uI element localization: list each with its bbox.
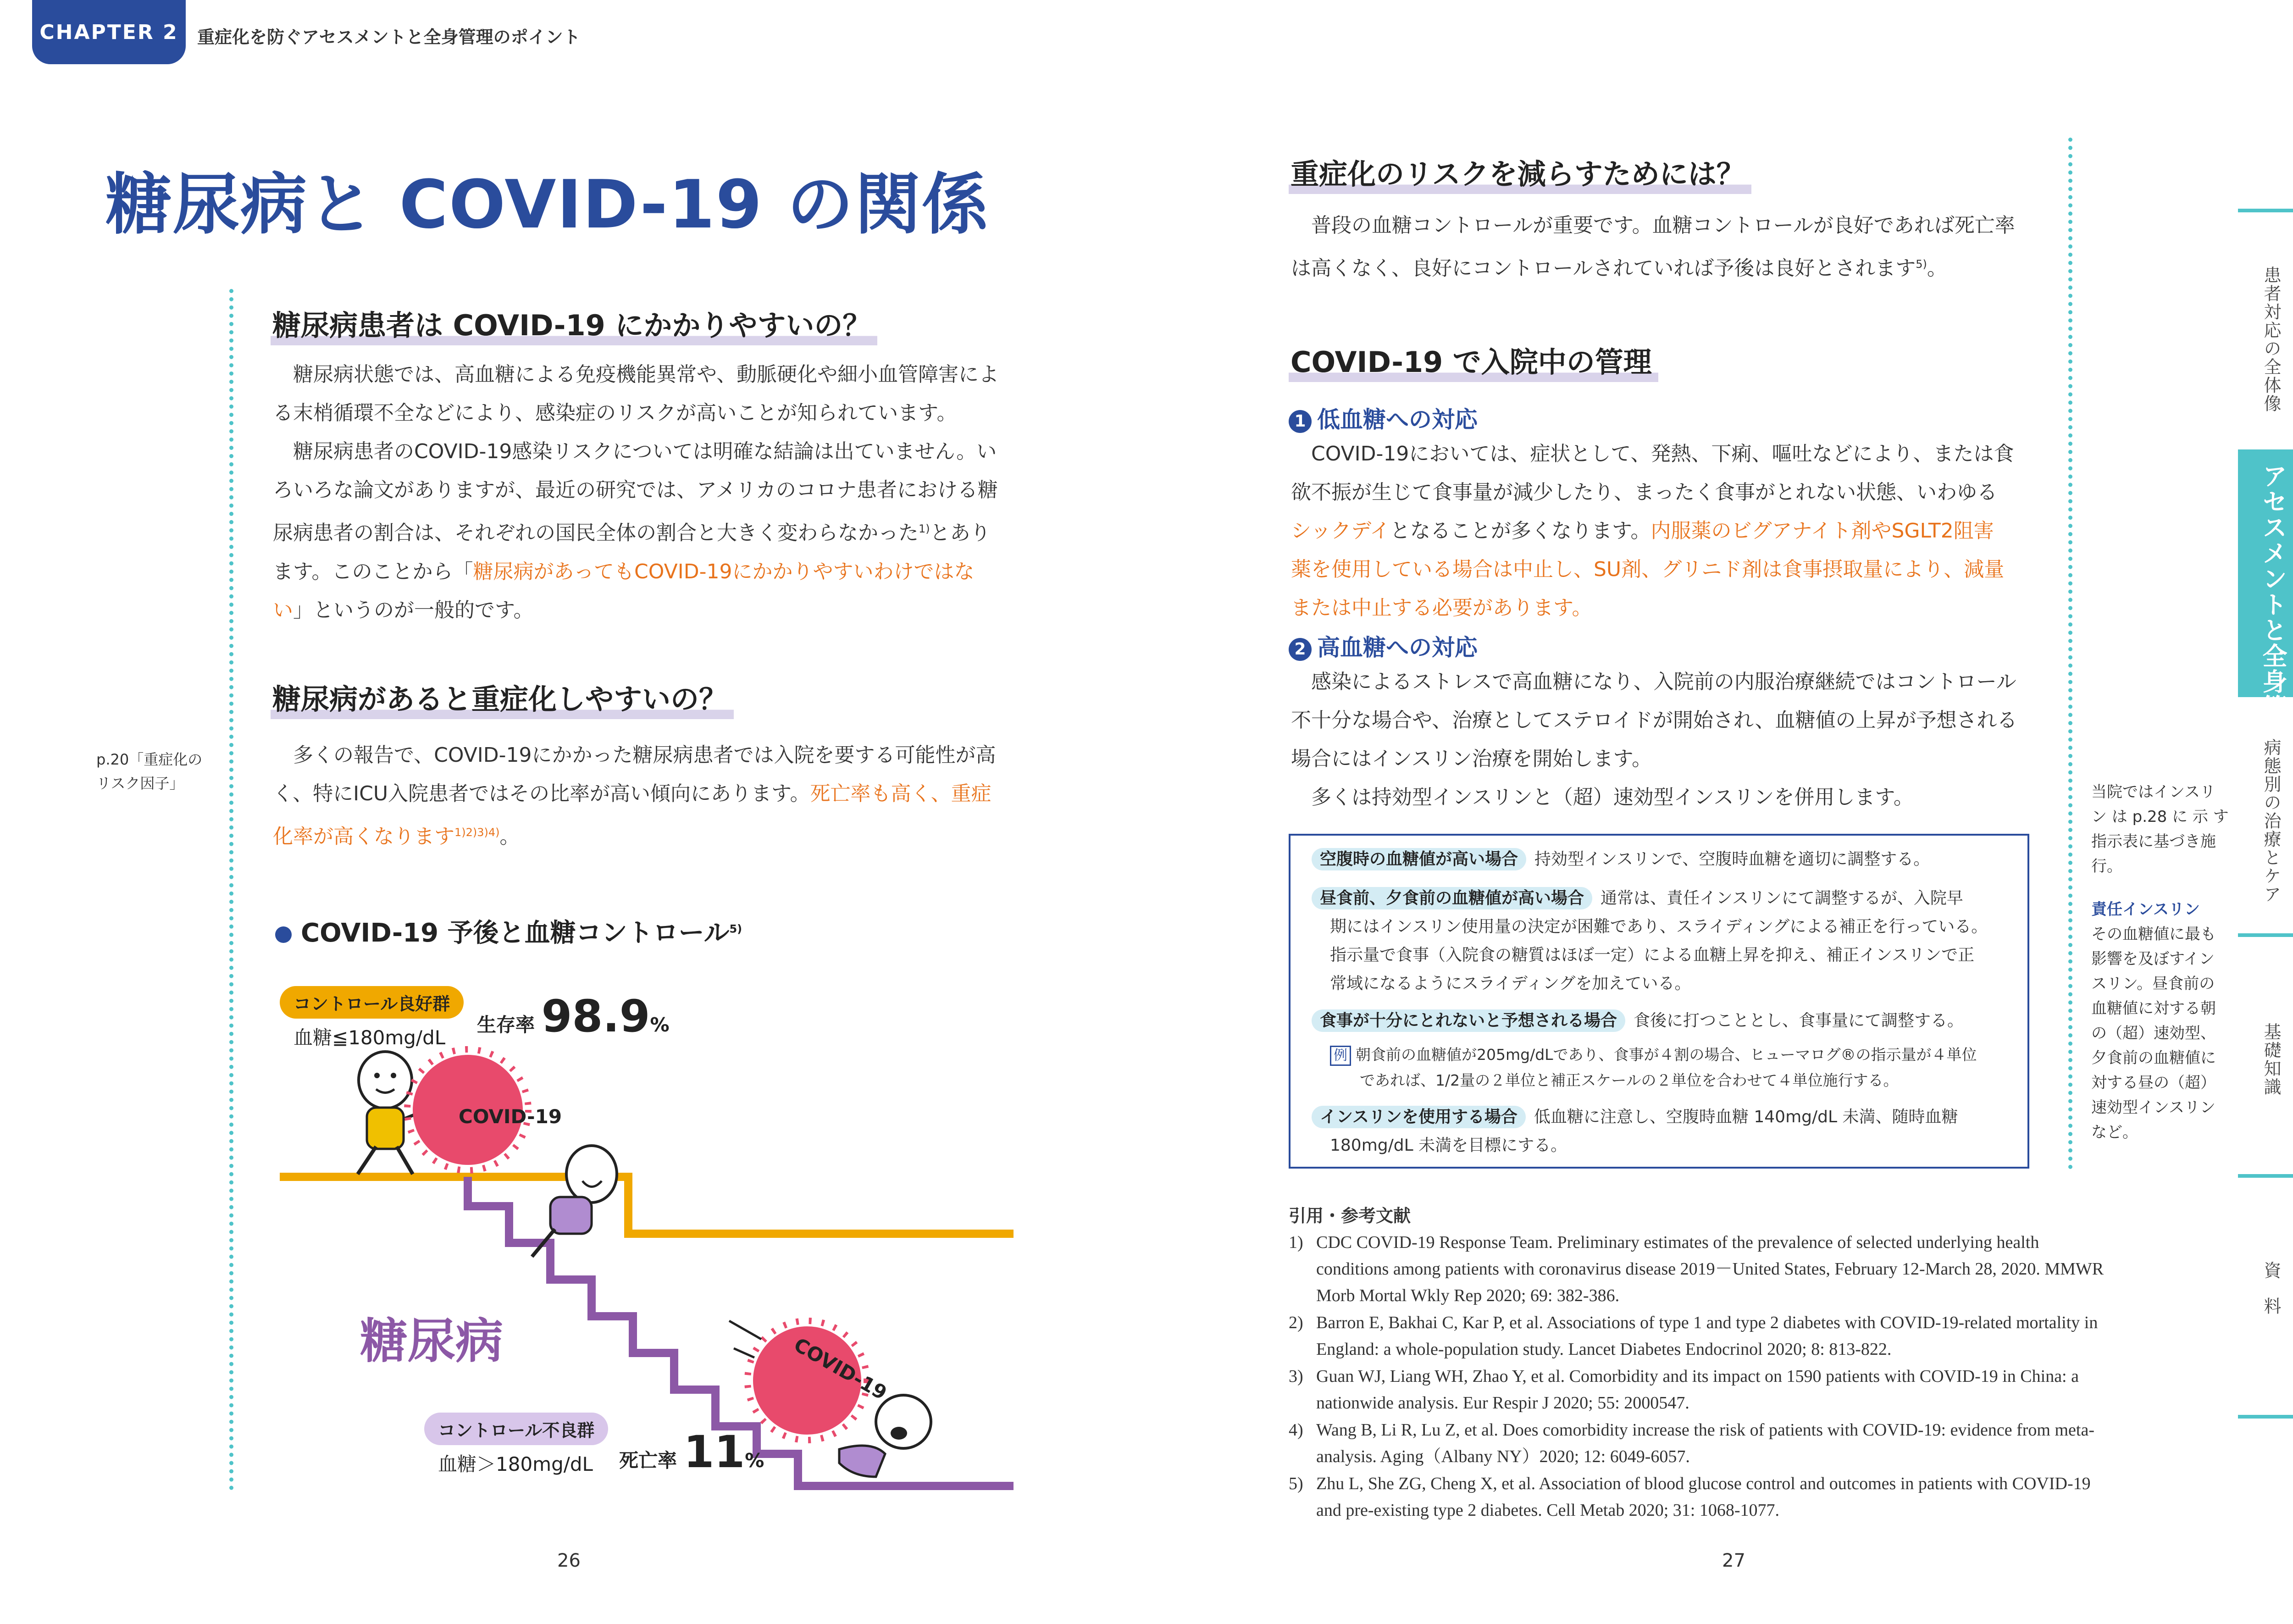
text-line: 多くの報告で、COVID-19にかかった糖尿病患者では入院を要する可能性が高 <box>293 743 996 767</box>
page-number-left: 26 <box>557 1550 581 1571</box>
section-heading-susceptibility: 糖尿病患者は COVID-19 にかかりやすいの？ <box>271 303 877 345</box>
side-index-divider <box>2238 933 2293 937</box>
good-control-glucose: 血糖≦180mg/dL <box>294 1026 446 1049</box>
highlight-text: または中止する必要があります。 <box>1291 596 1592 620</box>
glossary-term: 責任インスリン <box>2091 900 2200 919</box>
highlight-text: シックデイ <box>1291 519 1390 543</box>
chapter-title: 重症化を防ぐアセスメントと全身管理のポイント <box>197 27 581 47</box>
bullet-icon <box>275 926 292 943</box>
condition-tag: インスリンを使用する場合 <box>1312 1106 1526 1128</box>
side-index-divider <box>2238 1174 2293 1178</box>
risk-reduction-body: 普段の血糖コントロールが重要です。血糖コントロールが良好であれば死亡率 は高くなく、良好にコントロールされていれば予後は良好とされます$^{5)}$。 <box>1291 214 2015 280</box>
highlight-text: 内服薬のビグアナイト剤やSGLT2阻害 <box>1651 519 1994 543</box>
good-control-badge: コントロール良好群 <box>280 986 464 1019</box>
hypoglycemia-body: COVID-19においては、症状として、発熱、下痢、嘔吐などにより、または食 欲不振が生じて食事量が減少したり、まったく食事がとれない状態、いわゆる シックデイとなることが多くなります。内服薬のビグアナイト剤やSGLT2阻害 薬を使用している場合は中止し、SU剤、グリニド剤は食事摂取量により、減量 または中止する必要があります。 <box>1291 442 2014 620</box>
text-line: 糖尿病状態では、高血糖による免疫機能異常や、動脈硬化や細小血管障害によ <box>293 363 999 386</box>
highlight-text: い <box>273 598 293 622</box>
text-line: 普段の血糖コントロールが重要です。血糖コントロールが良好であれば死亡率 <box>1311 214 2015 237</box>
text-line: 尿病患者の割合は、それぞれの国民全体の割合と大きく変わらなかった <box>273 521 919 545</box>
text-line: 欲不振が生じて食事量が減少したり、まったく食事がとれない状態、いわゆる <box>1291 481 1997 504</box>
condition-tag: 食事が十分にとれないと予想される場合 <box>1312 1009 1625 1032</box>
box-row-fasting: 空腹時の血糖値が高い場合 持効型インスリンで、空腹時血糖を適切に調整する。 <box>1312 845 2022 874</box>
subheading-hypoglycemia: 1 低血糖への対応 <box>1289 401 1478 434</box>
virus-label-top: COVID-19 <box>459 1105 562 1128</box>
text-line: 糖尿病患者のCOVID-19感染リスクについては明確な結論は出ていません。い <box>293 440 997 463</box>
text-line: ます。このことから「 <box>273 560 473 583</box>
condition-tag: 昼食前、夕食前の血糖値が高い場合 <box>1312 887 1592 909</box>
mortality-rate: 死亡率 11% <box>619 1426 764 1478</box>
highlight-text: 化率が高くなります <box>273 825 454 848</box>
citation: 1)2)3)4) <box>454 826 500 839</box>
citation: 1) <box>919 522 930 535</box>
condition-tag: 空腹時の血糖値が高い場合 <box>1312 848 1526 870</box>
text-line: 感染によるストレスで高血糖になり、入院前の内服治療継続ではコントロール <box>1311 670 2016 693</box>
text-line: 」というのが一般的です。 <box>293 598 534 622</box>
reference-item: 4) Wang B, Li R, Lu Z, et al. Does comorbidity increase the risk of patients with COVID-19: evidence from meta- analysis. Aging（Albany NY）2020; 12: 6049-6057. <box>1289 1420 2094 1466</box>
number-badge: 1 <box>1289 410 1312 433</box>
text-line: 多くは持効型インスリンと（超）速効型インスリンを併用します。 <box>1311 786 1914 809</box>
text-line: とあり <box>930 521 991 545</box>
box-example: 例 朝食前の血糖値が205mg/dLであり、食事が４割の場合、ヒューマログ®の指示量が４単位 であれば、1/2量の２単位と補正スケールの２単位を合わせて４単位施行する。 <box>1330 1042 2022 1093</box>
side-index-basics[interactable]: 基礎知識 <box>2261 1023 2281 1096</box>
page-title: 糖尿病と COVID-19 の関係 <box>105 166 989 244</box>
page-number-right: 27 <box>1722 1550 1745 1571</box>
poor-control-badge: コントロール不良群 <box>424 1413 608 1445</box>
highlight-text: 糖尿病があってもCOVID-19にかかりやすいわけではな <box>473 560 975 583</box>
reference-item: 2) Barron E, Bakhai C, Kar P, et al. Associations of type 1 and type 2 diabetes with COVID-19-related mortality in England: a whole-population study. Lancet Diabetes Endocrinol 2020; 8: 813-822. <box>1289 1313 2098 1359</box>
text-line: COVID-19においては、症状として、発熱、下痢、嘔吐などにより、または食 <box>1311 442 2014 466</box>
citation: 5) <box>1916 258 1927 271</box>
reference-item: 5) Zhu L, She ZG, Cheng X, et al. Association of blood glucose control and outcomes in patients with COVID-19 and pre-existing type 2 diabetes. Cell Metab 2020; 31: 1068-1077. <box>1289 1474 2091 1520</box>
section-heading-severity: 糖尿病があると重症化しやすいの？ <box>271 676 734 719</box>
side-index-assessment[interactable]: アセスメントと全身管理 <box>2259 463 2287 746</box>
section-heading-inpatient: COVID-19 で入院中の管理 <box>1289 339 1658 382</box>
dotted-rule-left <box>229 289 233 1491</box>
text-line: 不十分な場合や、治療としてステロイドが開始され、血糖値の上昇が予想される <box>1291 709 2017 732</box>
highlight-text: 薬を使用している場合は中止し、SU剤、グリニド剤は食事摂取量により、減量 <box>1291 558 2005 581</box>
side-index-overview[interactable]: 患者対応の全体像 <box>2261 266 2281 413</box>
reference-item: 1) CDC COVID-19 Response Team. Preliminary estimates of the prevalence of selected underlying health conditions among patients with coronavirus disease 2019－United States, February 12-March 28, 2020. MMWR Morb Mortal Wkly Rep 2020; 69: 382-386. <box>1289 1233 2104 1305</box>
infographic-title: COVID-19 予後と血糖コントロール$^{5)}$ <box>275 913 742 949</box>
box-row-lunch-dinner: 昼食前、夕食前の血糖値が高い場合 通常は、責任インスリンにて調整するが、入院早 期にはインスリン使用量の決定が困難であり、スライディングによる補正を行っている。 指示量で食事（入院食の糖質はほぼ一定）による血糖上昇を抑え、補正インスリンで正 常域になるようにスライディングを加えている。 <box>1312 884 2022 998</box>
dotted-rule-right <box>2068 138 2072 1170</box>
section1-body <box>273 355 1016 630</box>
section2-body <box>273 736 1016 856</box>
box-row-meal: 食事が十分にとれないと予想される場合 食後に打つこととし、食事量にて調整する。 <box>1312 1007 2022 1035</box>
reference-item: 3) Guan WJ, Liang WH, Zhao Y, et al. Comorbidity and its impact on 1590 patients with COVID-19 in China: a nationwide analysis. Eur Respir J 2020; 55: 2000547. <box>1289 1367 2079 1413</box>
good-control-path <box>280 1177 1014 1234</box>
text-line: る末梢循環不全などにより、感染症のリスクが高いことが知られています。 <box>273 401 957 425</box>
references-heading: 引用・参考文献 <box>1289 1206 1411 1226</box>
survival-value: 98.9 <box>541 991 650 1042</box>
margin-note-reference: p.20「重症化のリスク因子」 <box>96 751 203 792</box>
side-index-materials[interactable]: 資料 <box>2261 1261 2281 1333</box>
survival-rate: 生存率 98.9% <box>477 991 670 1042</box>
number-badge: 2 <box>1289 638 1312 661</box>
text-line: ろいろな論文がありますが、最近の研究では、アメリカのコロナ患者における糖 <box>273 478 998 502</box>
mortality-value: 11 <box>683 1426 745 1478</box>
hyperglycemia-body <box>1291 663 2048 817</box>
highlight-text: 死亡率も高く、重症 <box>810 782 991 805</box>
box-row-insulin: インスリンを使用する場合 低血糖に注意し、空腹時血糖 140mg/dL 未満、随時血糖 180mg/dL 未満を目標にする。 <box>1312 1103 2022 1160</box>
virus-label-bottom: COVID-19 <box>790 1333 891 1404</box>
margin-note-insulin: 当院ではインスリ ン は p.28 に 示 す 指示表に基づき施 行。 責任インスリン その血糖値に最も 影響を及ぼすイン スリン。昼食前の 血糖値に対する朝 の（超）速効型、 夕食前の血糖値に 対する昼の（超） 速効型インスリン など。 <box>2091 783 2229 1142</box>
diabetes-label: 糖尿病 <box>360 1313 504 1369</box>
section-heading-risk-reduction: 重症化のリスクを減らすためには？ <box>1289 151 1751 194</box>
example-mark: 例 <box>1330 1046 1351 1066</box>
text-line: は高くなく、良好にコントロールされていれば予後は良好とされます <box>1291 256 1916 280</box>
side-index-divider <box>2238 209 2293 212</box>
side-index-pathology[interactable]: 病態別の治療とケア <box>2261 738 2281 903</box>
text-line: 場合にはインスリン治療を開始します。 <box>1291 747 1652 770</box>
chapter-tab: CHAPTER 2 <box>32 0 186 64</box>
subheading-hyperglycemia: 2 高血糖への対応 <box>1289 629 1478 662</box>
text-line: く、特にICU入院患者ではその比率が高い傾向にあります。 <box>273 782 810 805</box>
text-line: 。 <box>499 825 520 848</box>
falling-character-icon <box>532 1146 617 1257</box>
side-index-divider <box>2238 1415 2293 1419</box>
poor-control-glucose: 血糖＞180mg/dL <box>438 1453 593 1475</box>
